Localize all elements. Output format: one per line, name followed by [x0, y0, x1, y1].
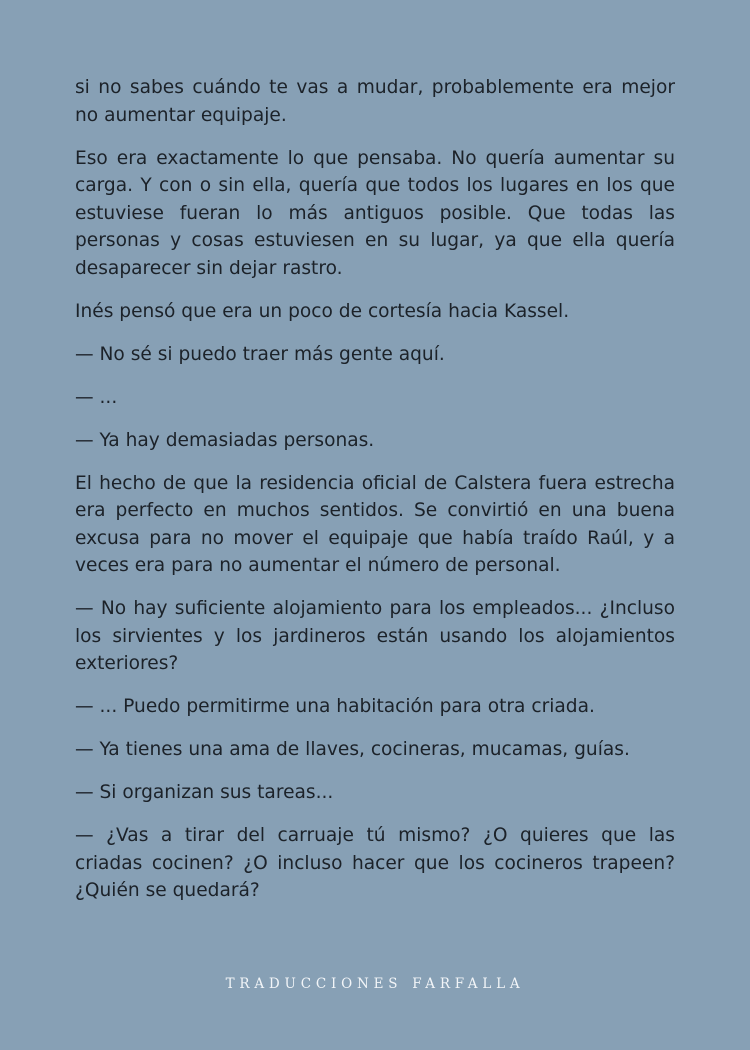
dialogue-line-6: — Ya tienes una ama de llaves, cocineras, mucamas, guías. — [75, 739, 630, 760]
dialogue-line-4: — No hay suficiente alojamiento para los empleados... ¿Incluso los sirvientes y los jardineros están usando los alojamientos exteriores? — [75, 598, 675, 674]
paragraph-4: El hecho de que la residencia oficial de Calstera fuera estrecha era perfecto en muchos sentidos. Se convirtió en una buena excusa para no mover el equipaje que había traído Raúl, y a veces era para no aumentar el número de personal. — [75, 472, 675, 576]
dialogue-line-8: — ¿Vas a tirar del carruaje tú mismo? ¿O quieres que las criadas cocinen? ¿O incluso hacer que los cocineros trapeen? ¿Quién se quedará? — [75, 825, 675, 901]
footer-word-2: FARFALLA — [412, 976, 525, 992]
dialogue-line-1: — No sé si puedo traer más gente aquí. — [75, 343, 445, 365]
paragraph-1: si no sabes cuándo te vas a mudar, probablemente era mejor no aumentar equipaje. — [75, 77, 675, 126]
dialogue-line-7: — Si organizan sus tareas... — [75, 782, 334, 803]
dialogue-line-5: — ... Puedo permitirme una habitación para otra criada. — [75, 696, 595, 717]
page-body — [75, 74, 675, 920]
dialogue-line-3: — Ya hay demasiadas personas. — [75, 429, 375, 451]
dialogue-line-2: — ... — [75, 386, 118, 408]
paragraph-3: Inés pensó que era un poco de cortesía hacia Kassel. — [75, 300, 570, 322]
footer-credit — [0, 976, 750, 992]
footer-word-1: TRADUCCIONES — [225, 976, 403, 992]
paragraph-2: Eso era exactamente lo que pensaba. No quería aumentar su carga. Y con o sin ella, quería que todos los lugares en los que estuviese fueran lo más antiguos posible. Que todas las personas y cosas estuviesen en su lugar, ya que ella quería desaparecer sin dejar rastro. — [75, 147, 675, 279]
